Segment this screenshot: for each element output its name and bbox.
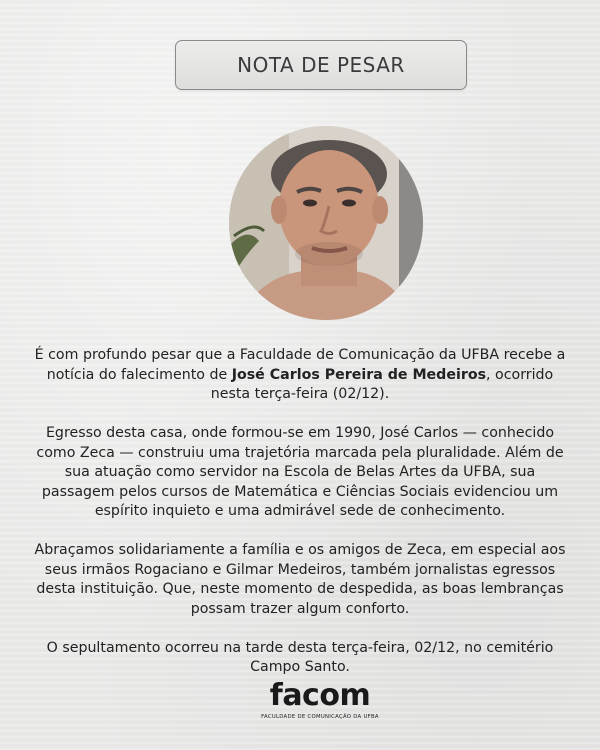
title-box (175, 40, 467, 90)
paragraph-biography: Egresso desta casa, onde formou-se em 1990, José Carlos — conhecido como Zeca — construiu uma trajetória marcada pela pluralidade. Além de sua atuação como servidor na Escola de Belas Artes da UFBA, sua passagem pelos cursos de Matemática e Ciências Sociais evidenciou um espírito inquieto e uma admirável sede de conhecimento. (36, 425, 564, 519)
body-text (30, 346, 570, 697)
portrait-photo (229, 126, 423, 320)
deceased-name: José Carlos Pereira de Medeiros (231, 366, 487, 383)
announcement-text: É com profundo pesar que a Faculdade de Comunicação da UFBA recebe a notícia do falecimento de (34, 347, 566, 383)
portrait-illustration (229, 126, 423, 320)
page-title: NOTA DE PESAR (237, 53, 405, 77)
facom-logo (240, 680, 400, 720)
paragraph-condolences: Abraçamos solidariamente a família e os amigos de Zeca, em especial aos seus irmãos Rogaciano e Gilmar Medeiros, também jornalistas egressos desta instituição. Que, neste momento de despedida, as boas lembranças possam trazer algum conforto. (34, 542, 566, 617)
logo-subtitle: FACULDADE DE COMUNICAÇÃO DA UFBA (261, 714, 379, 720)
logo-wordmark: facom (269, 678, 371, 713)
paragraph-burial: O sepultamento ocorreu na tarde desta terça-feira, 02/12, no cemitério Campo Santo. (46, 639, 554, 675)
paragraph-announcement (30, 346, 570, 405)
announcement-date: , ocorrido nesta terça-feira (02/12). (210, 366, 554, 402)
